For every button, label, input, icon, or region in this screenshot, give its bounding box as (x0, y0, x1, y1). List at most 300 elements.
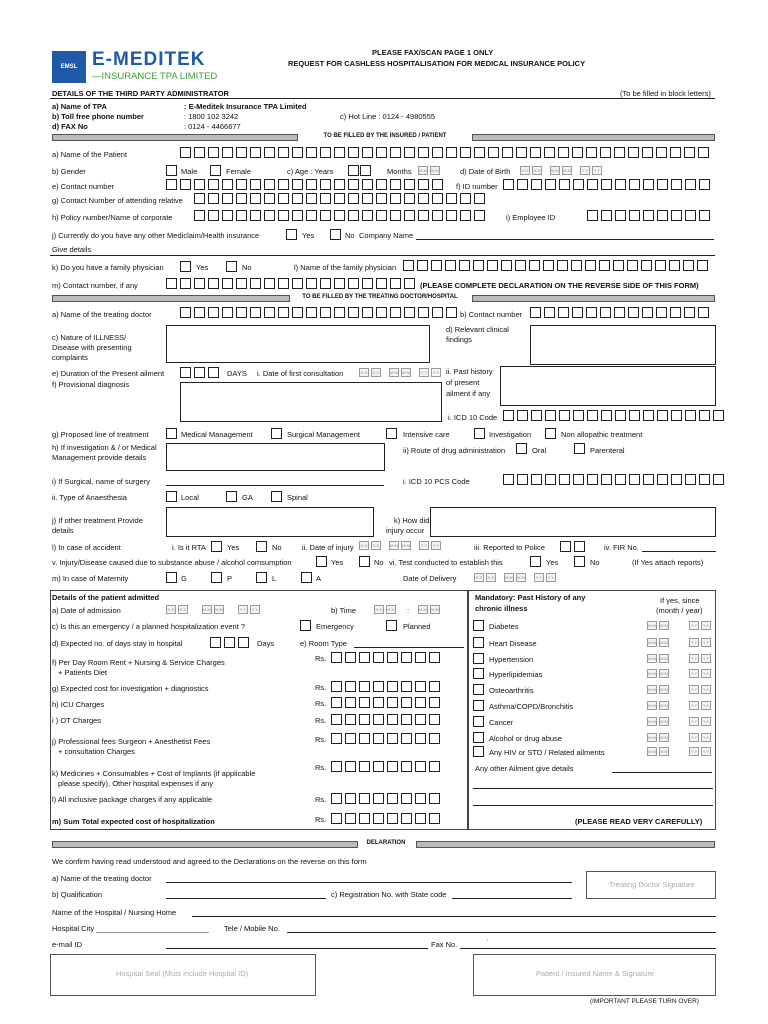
delivery-date-box-1[interactable]: D D (475, 575, 483, 580)
patient-name-box-29[interactable] (572, 147, 583, 158)
relative-box-8[interactable] (292, 193, 303, 204)
history-mm-9-2[interactable]: M M (660, 749, 668, 754)
doctor-name-box-2[interactable] (194, 307, 205, 318)
family-phys-name-box-21[interactable] (683, 260, 694, 271)
relative-box-2[interactable] (208, 193, 219, 204)
family-contact-box-5[interactable] (222, 278, 233, 289)
doctor-name-box-12[interactable] (334, 307, 345, 318)
contact-box-20[interactable] (432, 179, 443, 190)
history-mm-7-1[interactable]: M M (648, 719, 656, 724)
history-mm-5-2[interactable]: M M (660, 687, 668, 692)
employee-id-box-6[interactable] (657, 210, 668, 221)
cost-7-box-8[interactable] (429, 793, 440, 804)
cost-1-box-6[interactable] (401, 652, 412, 663)
policy-box-19[interactable] (446, 210, 457, 221)
icd10-box-9[interactable] (615, 410, 626, 421)
doctor-contact-box-8[interactable] (628, 307, 639, 318)
relative-box-13[interactable] (362, 193, 373, 204)
history-mm-3-1[interactable]: M M (648, 656, 656, 661)
time-mm-2[interactable]: M M (431, 607, 439, 612)
police-box-1[interactable] (560, 541, 571, 552)
cost-1-box-8[interactable] (429, 652, 440, 663)
cost-3-box-2[interactable] (345, 697, 356, 708)
policy-box-20[interactable] (460, 210, 471, 221)
cost-3-box-1[interactable] (331, 697, 342, 708)
pcs-box-4[interactable] (545, 474, 556, 485)
doctor-name-box-3[interactable] (208, 307, 219, 318)
doctor-name-box-9[interactable] (292, 307, 303, 318)
cost-5-box-4[interactable] (373, 733, 384, 744)
doctor-name-box-16[interactable] (390, 307, 401, 318)
tele-line[interactable] (287, 932, 716, 933)
injury-date-box-4[interactable]: M M (402, 543, 410, 548)
policy-box-9[interactable] (306, 210, 317, 221)
patient-name-box-10[interactable] (306, 147, 317, 158)
history-mm-3-2[interactable]: M M (660, 656, 668, 661)
company-line[interactable] (416, 239, 714, 240)
months-box-1[interactable]: M M (419, 168, 427, 173)
relative-box-16[interactable] (404, 193, 415, 204)
patient-name-box-34[interactable] (642, 147, 653, 158)
qualification-line[interactable] (166, 898, 326, 899)
employee-id-box-8[interactable] (685, 210, 696, 221)
cost-7-box-1[interactable] (331, 793, 342, 804)
cost-4-box-6[interactable] (401, 714, 412, 725)
patient-name-box-24[interactable] (502, 147, 513, 158)
family-contact-box-15[interactable] (362, 278, 373, 289)
pcs-box-2[interactable] (517, 474, 528, 485)
pcs-box-1[interactable] (503, 474, 514, 485)
patient-name-box-35[interactable] (656, 147, 667, 158)
history-yy-8-2[interactable]: Y Y (702, 735, 710, 740)
pcs-box-13[interactable] (671, 474, 682, 485)
family-phys-name-box-17[interactable] (627, 260, 638, 271)
pcs-box-12[interactable] (657, 474, 668, 485)
test-yes-checkbox[interactable] (530, 556, 541, 567)
family-phys-name-box-9[interactable] (515, 260, 526, 271)
cost-8-box-4[interactable] (373, 813, 384, 824)
cost-7-box-5[interactable] (387, 793, 398, 804)
history-yy-1-2[interactable]: Y Y (702, 623, 710, 628)
id-number-box-7[interactable] (587, 179, 598, 190)
contact-box-17[interactable] (390, 179, 401, 190)
injury-box[interactable] (430, 507, 716, 537)
family-contact-box-9[interactable] (278, 278, 289, 289)
fir-line[interactable] (642, 551, 716, 552)
admit-date-box-2[interactable]: D D (179, 607, 187, 612)
cost-3-box-3[interactable] (359, 697, 370, 708)
contact-box-1[interactable] (166, 179, 177, 190)
injury-date-box-1[interactable]: D D (360, 543, 368, 548)
history-yy-6-1[interactable]: Y Y (690, 703, 698, 708)
doctor-name-box-14[interactable] (362, 307, 373, 318)
history-yy-4-1[interactable]: Y Y (690, 671, 698, 676)
cost-4-box-4[interactable] (373, 714, 384, 725)
investigation-checkbox[interactable] (474, 428, 485, 439)
cost-6-box-1[interactable] (331, 761, 342, 772)
p-checkbox[interactable] (211, 572, 222, 583)
family-phys-name-box-13[interactable] (571, 260, 582, 271)
patient-name-box-6[interactable] (250, 147, 261, 158)
family-phys-name-box-6[interactable] (473, 260, 484, 271)
relative-box-1[interactable] (194, 193, 205, 204)
id-number-box-3[interactable] (531, 179, 542, 190)
g-checkbox[interactable] (166, 572, 177, 583)
oral-checkbox[interactable] (516, 443, 527, 454)
family-contact-box-1[interactable] (166, 278, 177, 289)
findings-box[interactable] (530, 325, 716, 365)
history-checkbox-8[interactable] (473, 732, 484, 743)
history-checkbox-4[interactable] (473, 668, 484, 679)
employee-id-box-7[interactable] (671, 210, 682, 221)
non-allopathic-checkbox[interactable] (545, 428, 556, 439)
pcs-box-16[interactable] (713, 474, 724, 485)
pcs-box-8[interactable] (601, 474, 612, 485)
family-phys-name-box-18[interactable] (641, 260, 652, 271)
employee-id-box-3[interactable] (615, 210, 626, 221)
ga-checkbox[interactable] (226, 491, 237, 502)
cost-7-box-6[interactable] (401, 793, 412, 804)
history-mm-4-2[interactable]: M M (660, 671, 668, 676)
cost-6-box-8[interactable] (429, 761, 440, 772)
history-yy-3-1[interactable]: Y Y (690, 656, 698, 661)
history-yy-9-2[interactable]: Y Y (702, 749, 710, 754)
cost-4-box-3[interactable] (359, 714, 370, 725)
id-number-box-11[interactable] (643, 179, 654, 190)
pcs-box-3[interactable] (531, 474, 542, 485)
cost-1-box-7[interactable] (415, 652, 426, 663)
duration-box-3[interactable] (208, 367, 219, 378)
cost-7-box-3[interactable] (359, 793, 370, 804)
local-checkbox[interactable] (166, 491, 177, 502)
icd10-box-8[interactable] (601, 410, 612, 421)
history-mm-8-1[interactable]: M M (648, 735, 656, 740)
substance-no-checkbox[interactable] (359, 556, 370, 567)
pcs-box-6[interactable] (573, 474, 584, 485)
cost-8-box-6[interactable] (401, 813, 412, 824)
id-number-box-5[interactable] (559, 179, 570, 190)
family-contact-box-2[interactable] (180, 278, 191, 289)
policy-box-14[interactable] (376, 210, 387, 221)
cost-6-box-4[interactable] (373, 761, 384, 772)
spinal-checkbox[interactable] (271, 491, 282, 502)
family-phys-name-box-3[interactable] (431, 260, 442, 271)
contact-box-11[interactable] (306, 179, 317, 190)
police-box-2[interactable] (574, 541, 585, 552)
medical-mgmt-checkbox[interactable] (166, 428, 177, 439)
doctor-name-box-1[interactable] (180, 307, 191, 318)
patient-name-box-5[interactable] (236, 147, 247, 158)
id-number-box-9[interactable] (615, 179, 626, 190)
cost-6-box-3[interactable] (359, 761, 370, 772)
history-yy-4-2[interactable]: Y Y (702, 671, 710, 676)
parenteral-checkbox[interactable] (574, 443, 585, 454)
doctor-name-box-19[interactable] (432, 307, 443, 318)
mediclaim-no-checkbox[interactable] (330, 229, 341, 240)
cost-5-box-2[interactable] (345, 733, 356, 744)
family-contact-box-18[interactable] (404, 278, 415, 289)
duration-box-2[interactable] (194, 367, 205, 378)
family-contact-box-12[interactable] (320, 278, 331, 289)
history-yy-5-1[interactable]: Y Y (690, 687, 698, 692)
doctor-contact-box-13[interactable] (698, 307, 709, 318)
doctor-contact-box-10[interactable] (656, 307, 667, 318)
cost-1-box-2[interactable] (345, 652, 356, 663)
male-checkbox[interactable] (166, 165, 177, 176)
rta-yes-checkbox[interactable] (211, 541, 222, 552)
history-yy-3-2[interactable]: Y Y (702, 656, 710, 661)
history-mm-2-2[interactable]: M M (660, 640, 668, 645)
rta-no-checkbox[interactable] (256, 541, 267, 552)
cost-1-box-3[interactable] (359, 652, 370, 663)
history-mm-9-1[interactable]: M M (648, 749, 656, 754)
emergency-checkbox[interactable] (300, 620, 311, 631)
policy-box-7[interactable] (278, 210, 289, 221)
cost-4-box-8[interactable] (429, 714, 440, 725)
provisional-box[interactable] (180, 382, 442, 422)
email-line[interactable] (166, 948, 428, 949)
employee-id-box-4[interactable] (629, 210, 640, 221)
relative-box-14[interactable] (376, 193, 387, 204)
dob-box-4[interactable]: M M (563, 168, 571, 173)
age-box-2[interactable] (360, 165, 371, 176)
cost-6-box-5[interactable] (387, 761, 398, 772)
pcs-box-10[interactable] (629, 474, 640, 485)
patient-name-box-20[interactable] (446, 147, 457, 158)
cost-6-box-6[interactable] (401, 761, 412, 772)
doctor-contact-box-3[interactable] (558, 307, 569, 318)
cost-5-box-1[interactable] (331, 733, 342, 744)
id-number-box-2[interactable] (517, 179, 528, 190)
patient-name-box-22[interactable] (474, 147, 485, 158)
history-yy-6-2[interactable]: Y Y (702, 703, 710, 708)
admit-date-box-6[interactable]: Y Y (251, 607, 259, 612)
history-yy-9-1[interactable]: Y Y (690, 749, 698, 754)
relative-box-18[interactable] (432, 193, 443, 204)
contact-box-19[interactable] (418, 179, 429, 190)
history-mm-7-2[interactable]: M M (660, 719, 668, 724)
time-hh-2[interactable]: H H (387, 607, 395, 612)
dob-box-6[interactable]: Y Y (593, 168, 601, 173)
other-ailment-line-2[interactable] (473, 788, 713, 789)
patient-name-box-37[interactable] (684, 147, 695, 158)
test-no-checkbox[interactable] (574, 556, 585, 567)
patient-name-box-11[interactable] (320, 147, 331, 158)
family-phys-name-box-8[interactable] (501, 260, 512, 271)
relative-box-15[interactable] (390, 193, 401, 204)
days-stay-box-3[interactable] (238, 637, 249, 648)
cost-2-box-2[interactable] (345, 681, 356, 692)
icd10-box-3[interactable] (531, 410, 542, 421)
dob-box-1[interactable]: D D (521, 168, 529, 173)
employee-id-box-1[interactable] (587, 210, 598, 221)
patient-name-box-18[interactable] (418, 147, 429, 158)
cost-5-box-7[interactable] (415, 733, 426, 744)
age-box-1[interactable] (348, 165, 359, 176)
history-checkbox-5[interactable] (473, 684, 484, 695)
delivery-date-box-5[interactable]: Y Y (535, 575, 543, 580)
other-ailment-line-1[interactable] (612, 772, 712, 773)
surgical-mgmt-checkbox[interactable] (271, 428, 282, 439)
cost-8-box-8[interactable] (429, 813, 440, 824)
days-stay-box-2[interactable] (224, 637, 235, 648)
doctor-contact-box-2[interactable] (544, 307, 555, 318)
cost-7-box-4[interactable] (373, 793, 384, 804)
family-contact-box-7[interactable] (250, 278, 261, 289)
cost-5-box-5[interactable] (387, 733, 398, 744)
intensive-care-checkbox[interactable] (386, 428, 397, 439)
dob-box-5[interactable]: Y Y (581, 168, 589, 173)
doctor-name-box-4[interactable] (222, 307, 233, 318)
policy-box-11[interactable] (334, 210, 345, 221)
policy-box-6[interactable] (264, 210, 275, 221)
doctor-contact-box-4[interactable] (572, 307, 583, 318)
relative-box-3[interactable] (222, 193, 233, 204)
patient-name-box-25[interactable] (516, 147, 527, 158)
patient-name-box-4[interactable] (222, 147, 233, 158)
patient-name-box-28[interactable] (558, 147, 569, 158)
doctor-contact-box-12[interactable] (684, 307, 695, 318)
family-phys-name-box-16[interactable] (613, 260, 624, 271)
doctor-name-box-8[interactable] (278, 307, 289, 318)
cost-2-box-6[interactable] (401, 681, 412, 692)
cost-3-box-6[interactable] (401, 697, 412, 708)
policy-box-8[interactable] (292, 210, 303, 221)
history-yy-1-1[interactable]: Y Y (690, 623, 698, 628)
mediclaim-yes-checkbox[interactable] (286, 229, 297, 240)
cost-4-box-7[interactable] (415, 714, 426, 725)
patient-name-box-30[interactable] (586, 147, 597, 158)
history-yy-7-2[interactable]: Y Y (702, 719, 710, 724)
policy-box-10[interactable] (320, 210, 331, 221)
contact-box-5[interactable] (222, 179, 233, 190)
contact-box-9[interactable] (278, 179, 289, 190)
id-number-box-10[interactable] (629, 179, 640, 190)
icd10-box-4[interactable] (545, 410, 556, 421)
history-yy-2-1[interactable]: Y Y (690, 640, 698, 645)
cost-1-box-4[interactable] (373, 652, 384, 663)
doctor-name-box-5[interactable] (236, 307, 247, 318)
policy-box-16[interactable] (404, 210, 415, 221)
icd10-box-12[interactable] (657, 410, 668, 421)
illness-box[interactable] (166, 325, 430, 363)
family-contact-box-4[interactable] (208, 278, 219, 289)
consult-date-box-4[interactable]: M M (402, 370, 410, 375)
patient-name-box-17[interactable] (404, 147, 415, 158)
consult-date-box-2[interactable]: D D (372, 370, 380, 375)
room-type-line[interactable] (354, 647, 464, 648)
time-mm-1[interactable]: M M (419, 607, 427, 612)
planned-checkbox[interactable] (386, 620, 397, 631)
family-phys-name-box-15[interactable] (599, 260, 610, 271)
a-checkbox[interactable] (301, 572, 312, 583)
doctor-name-box-17[interactable] (404, 307, 415, 318)
history-checkbox-6[interactable] (473, 700, 484, 711)
contact-box-15[interactable] (362, 179, 373, 190)
patient-name-box-31[interactable] (600, 147, 611, 158)
history-yy-8-1[interactable]: Y Y (690, 735, 698, 740)
history-checkbox-7[interactable] (473, 716, 484, 727)
family-phys-name-box-5[interactable] (459, 260, 470, 271)
family-contact-box-17[interactable] (390, 278, 401, 289)
family-phys-name-box-12[interactable] (557, 260, 568, 271)
icd10-box-2[interactable] (517, 410, 528, 421)
family-contact-box-10[interactable] (292, 278, 303, 289)
icd10-box-15[interactable] (699, 410, 710, 421)
family-phys-name-box-19[interactable] (655, 260, 666, 271)
admit-date-box-3[interactable]: M M (203, 607, 211, 612)
duration-box-1[interactable] (180, 367, 191, 378)
cost-8-box-1[interactable] (331, 813, 342, 824)
family-phys-name-box-4[interactable] (445, 260, 456, 271)
contact-box-16[interactable] (376, 179, 387, 190)
policy-box-5[interactable] (250, 210, 261, 221)
family-phys-name-box-20[interactable] (669, 260, 680, 271)
history-mm-5-1[interactable]: M M (648, 687, 656, 692)
policy-box-13[interactable] (362, 210, 373, 221)
family-yes-checkbox[interactable] (180, 261, 191, 272)
patient-name-box-16[interactable] (390, 147, 401, 158)
relative-box-20[interactable] (460, 193, 471, 204)
patient-name-box-8[interactable] (278, 147, 289, 158)
reg-no-line[interactable] (452, 898, 572, 899)
patient-name-box-19[interactable] (432, 147, 443, 158)
cost-7-box-2[interactable] (345, 793, 356, 804)
pcs-box-14[interactable] (685, 474, 696, 485)
family-phys-name-box-7[interactable] (487, 260, 498, 271)
id-number-box-12[interactable] (657, 179, 668, 190)
delivery-date-box-4[interactable]: M M (517, 575, 525, 580)
family-contact-box-13[interactable] (334, 278, 345, 289)
relative-box-21[interactable] (474, 193, 485, 204)
contact-box-13[interactable] (334, 179, 345, 190)
history-mm-8-2[interactable]: M M (660, 735, 668, 740)
cost-1-box-5[interactable] (387, 652, 398, 663)
cost-4-box-2[interactable] (345, 714, 356, 725)
pcs-box-15[interactable] (699, 474, 710, 485)
patient-name-box-1[interactable] (180, 147, 191, 158)
cost-5-box-6[interactable] (401, 733, 412, 744)
icd10-box-16[interactable] (713, 410, 724, 421)
patient-name-box-15[interactable] (376, 147, 387, 158)
family-contact-box-11[interactable] (306, 278, 317, 289)
patient-name-box-27[interactable] (544, 147, 555, 158)
relative-box-17[interactable] (418, 193, 429, 204)
doctor-name-box-6[interactable] (250, 307, 261, 318)
patient-name-box-2[interactable] (194, 147, 205, 158)
policy-box-21[interactable] (474, 210, 485, 221)
relative-box-11[interactable] (334, 193, 345, 204)
invest-box[interactable] (166, 443, 385, 471)
delivery-date-box-6[interactable]: Y Y (547, 575, 555, 580)
id-number-box-14[interactable] (685, 179, 696, 190)
cost-2-box-1[interactable] (331, 681, 342, 692)
history-checkbox-2[interactable] (473, 637, 484, 648)
relative-box-19[interactable] (446, 193, 457, 204)
family-no-checkbox[interactable] (226, 261, 237, 272)
history-checkbox-9[interactable] (473, 746, 484, 757)
consult-date-box-1[interactable]: D D (360, 370, 368, 375)
doctor-name-box-7[interactable] (264, 307, 275, 318)
cost-5-box-8[interactable] (429, 733, 440, 744)
patient-name-box-32[interactable] (614, 147, 625, 158)
cost-4-box-1[interactable] (331, 714, 342, 725)
id-number-box-4[interactable] (545, 179, 556, 190)
doctor-name-box-10[interactable] (306, 307, 317, 318)
id-number-box-6[interactable] (573, 179, 584, 190)
contact-box-4[interactable] (208, 179, 219, 190)
hospital-name-line[interactable] (192, 916, 716, 917)
